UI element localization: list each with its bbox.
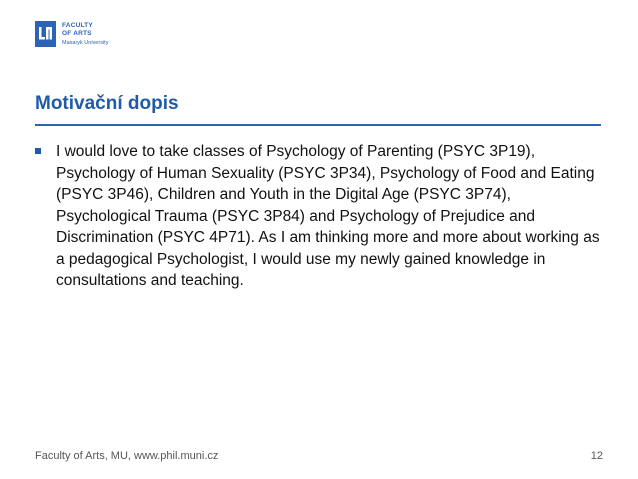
logo-line-university: Masaryk University	[62, 39, 109, 46]
slide-content	[35, 141, 605, 292]
bullet-item	[35, 141, 605, 292]
title-divider	[35, 124, 601, 126]
bullet-text: I would love to take classes of Psychology of Parenting (PSYC 3P19), Psychology of Human Sexuality (PSYC 3P34), Psychology of Food and Eating (PSYC 3P46), Children and Youth in the Digital Age (PSYC 3P74), Psychological Trauma (PSYC 3P84) and Psychology of Prejudice and Discrimination (PSYC 4P71). As I am thinking more and more about working as a pedagogical Psychologist, I would use my newly gained knowledge in consultations and teaching.	[56, 143, 600, 289]
square-bullet-icon	[35, 148, 41, 154]
logo-text	[62, 22, 108, 47]
logo-line-faculty: FACULTY	[62, 21, 93, 29]
faculty-logo	[35, 21, 108, 47]
page-number: 12	[590, 450, 603, 462]
slide-title: Motivační dopis	[35, 93, 179, 114]
logo-line-of-arts: OF ARTS	[62, 29, 92, 37]
footer-text: Faculty of Arts, MU, www.phil.muni.cz	[35, 450, 219, 462]
faculty-of-arts-logo-icon	[35, 21, 56, 47]
